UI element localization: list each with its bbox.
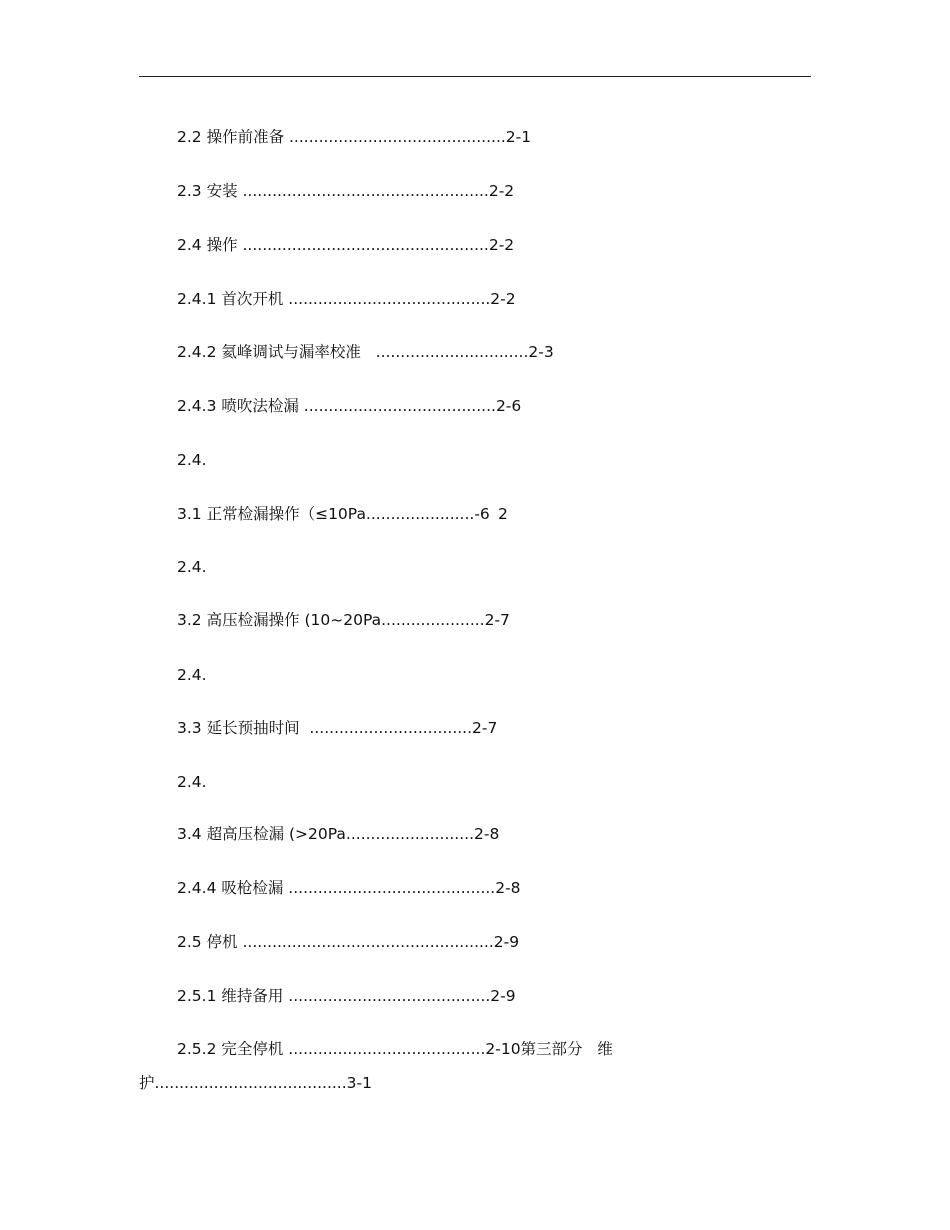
toc-entry: 2.4 操作 ..................................................2-2 bbox=[177, 236, 515, 254]
toc-entry: 2.5.1 维持备用 .........................................2-9 bbox=[177, 987, 516, 1005]
toc-entry: 2.4.4 吸枪检漏 ..........................................2-8 bbox=[177, 879, 521, 897]
toc-entry: 2.4.1 首次开机 .........................................2-2 bbox=[177, 290, 516, 308]
toc-entry: 2.5.2 完全停机 ........................................2-10第三部分 维 bbox=[177, 1040, 613, 1058]
toc-entry: 2.2 操作前准备 ............................................2-1 bbox=[177, 128, 532, 146]
toc-entry: 护.......................................3-1 bbox=[139, 1074, 372, 1092]
toc-entry: 2.3 安装 ..................................................2-2 bbox=[177, 182, 515, 200]
toc-entry: 2.4.2 氦峰调试与漏率校准 ...............................2-3 bbox=[177, 343, 554, 361]
toc-entry: 3.4 超高压检漏 (>20Pa..........................2-8 bbox=[177, 825, 500, 843]
toc-overlap-glyph: 2 bbox=[498, 505, 508, 523]
toc-entry: 2.4.3 喷吹法检漏 .......................................2-6 bbox=[177, 397, 522, 415]
toc-entry: 2.4. bbox=[177, 451, 207, 469]
toc-entry: 2.4. bbox=[177, 558, 207, 576]
toc-entry: 3.2 高压检漏操作 (10~20Pa.....................2-7 bbox=[177, 611, 510, 629]
toc-entry: 2.4. bbox=[177, 773, 207, 791]
header-rule bbox=[139, 76, 811, 77]
toc-entry: 3.3 延长预抽时间 .................................2-7 bbox=[177, 719, 498, 737]
toc-entry: 2.4. bbox=[177, 666, 207, 684]
toc-entry: 3.1 正常检漏操作（≤10Pa......................-6 bbox=[177, 505, 490, 523]
toc-entry: 2.5 停机 ...................................................2-9 bbox=[177, 933, 520, 951]
